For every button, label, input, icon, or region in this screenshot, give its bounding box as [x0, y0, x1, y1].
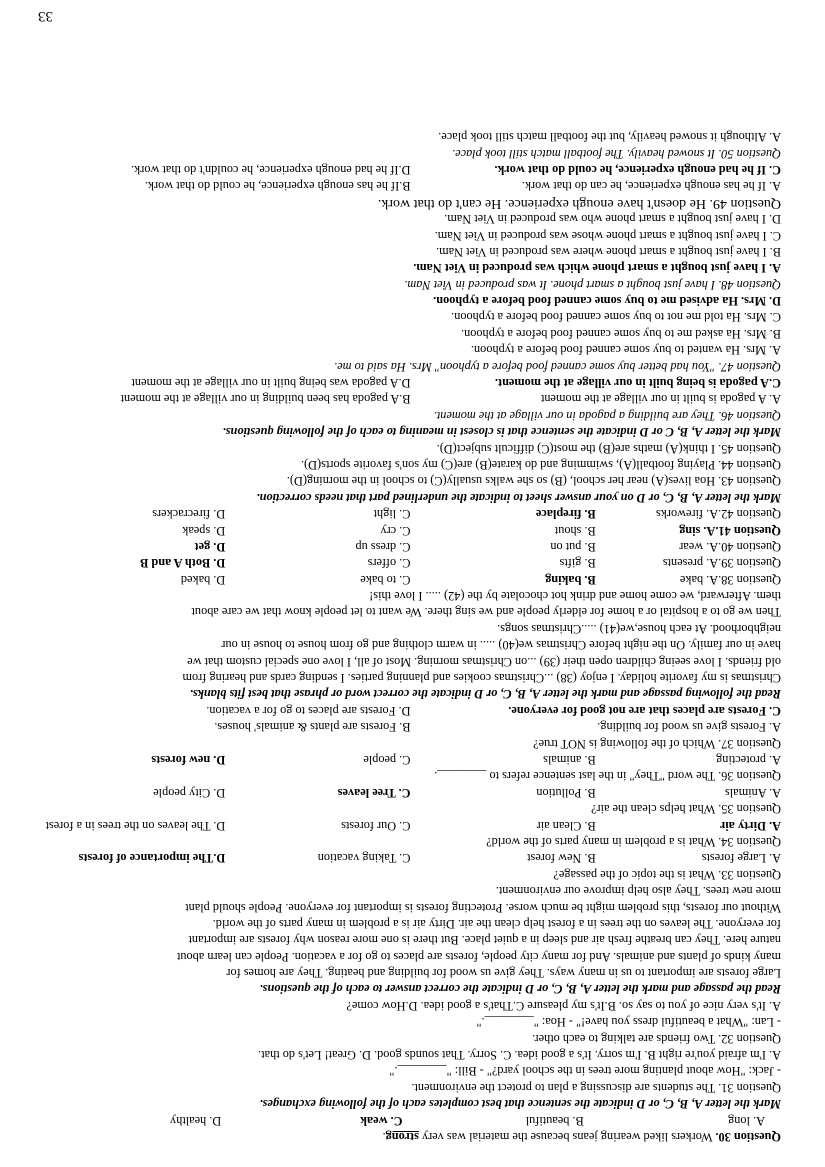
options-49-cd: C. If he had enough experience, he could do that work. D.If he had enough experience, he couldn't do that work. — [131, 162, 781, 177]
option-48c: C. I have just bought a smart phone whose was produced in Viet Nam. — [434, 228, 781, 243]
options-38: Question 38.A. bake B. baking C. to bake D. baked — [180, 572, 781, 587]
question-47: Question 47. "You had better buy some canned food before a typhoon" Mrs. Ha said to me. — [334, 359, 781, 374]
cloze-line: Christmas is my favorite holiday. I enjoy (38) ...Christmas cookies and planning parties. I sending cards and hearing from — [182, 671, 781, 686]
question-32-options: A. It's very nice of you to say so. B.It's my pleasure C.That's a good idea. D.How come? — [346, 998, 781, 1013]
question-31: Question 31. The students are discussing a plan to protect the environment. — [411, 1080, 781, 1095]
option-47c: C. Mrs. Ha told me not to buy some canned food before a typhoon. — [451, 310, 781, 325]
option-48d: D. I have just bought a smart phone who was produced in Viet Nam. — [444, 212, 781, 227]
question-35: Question 35. What helps clean the air? — [591, 802, 781, 817]
question-32-dialogue: - Lan: "What a beautiful dress you have!" - Hoa: "________." — [476, 1015, 781, 1030]
page-number: 33 — [38, 8, 53, 25]
question-30: Question 30. Workers liked wearing jeans because the material was very strong. — [382, 1130, 781, 1144]
options-40: Question 40.A. wear B. put on C. dress up D. get — [194, 539, 781, 554]
options-49-ab: A. If he has enough experience, he can do that work. B.If he has enough experience, he could do that work. — [144, 179, 781, 194]
instruction-cloze: Read the following passage and mark the letter A, B, C, or D indicate the correct word or phrase that best fits blanks. — [189, 687, 781, 702]
question-36: Question 36. The word "They" in the last sentence refers to ________. — [434, 769, 781, 784]
cloze-line: old friends. I love seeing children open their (39) ...on Christmas morning. Most of all, I love one special custom that we — [187, 654, 781, 669]
question-48: Question 48. I have just bought a smart phone. It was produced in Viet Nam. — [404, 277, 781, 292]
instruction-reading: Read the passage and mark the letter A, B, C, or D indicate the correct answer to each of the questions. — [259, 982, 781, 997]
instruction-transformation: Mark the letter A, B, C or D indicate the sentence that is closest in meaning to each of the following questions. — [222, 425, 781, 440]
options-42: Question 42.A. fireworks B. fireplace C. light D. firecrackers — [152, 507, 781, 522]
option-47b: B. Mrs. Ha asked me to buy some canned food before a typhoon. — [461, 326, 781, 341]
question-43: Question 43. Hoa lives(A) near her school, (B) so she walks usually(C) to school in the morning(D). — [286, 474, 781, 489]
option-47d: D. Mrs. Ha advised me to buy some canned food before a typhoon. — [433, 294, 781, 309]
options-46-ab: A. A pagoda is built in our village at the moment B.A pagoda has been building in our village at the moment — [120, 392, 781, 407]
question-33: Question 33. What is the topic of the passage? — [553, 867, 781, 882]
passage-line: nature here. They can breathe fresh air and sleep in a quiet place. But there is one more reason why forests are important — [188, 933, 781, 948]
option-48a: A. I have just bought a smart phone which was produced in Viet Nam. — [413, 261, 781, 276]
options-46-cd: C.A pagoda is being built in our village at the moment. D.A pagoda was being built in our village at the moment — [131, 376, 781, 391]
options-30: A. long B. beautiful C. weak D. healthy — [170, 1113, 765, 1128]
options-33: A. Large forests B. New forest C. Taking vacation D.The importance of forests — [78, 851, 781, 866]
question-34: Question 34. What is a problem in many parts of the world? — [486, 834, 781, 849]
options-34: A. Dirty air B. Clean air C. Our forests D. The leaves on the trees in a forest — [45, 818, 781, 833]
passage-line: for everyone. The leaves on the trees in a forest help clean the air. Dirty air is a problem in many parts of the world. — [212, 916, 781, 931]
passage-line: Without our forests, this problem might be much worse. Protecting forests is important for everyone. People should plant — [185, 900, 781, 915]
option-48b: B. I have just bought a smart phone where was produced in Viet Nam. — [436, 244, 781, 259]
question-44: Question 44. Playing football(A), swimming and do karate(B) are(C) my son's favorite sports(D). — [301, 457, 781, 472]
question-37: Question 37. Which of the following is NOT true? — [533, 736, 781, 751]
exam-content — [40, 129, 781, 1145]
question-31-dialogue: - Jack: "How about planting more trees in the school yard?" - Bill: "________." — [389, 1064, 781, 1079]
question-32: Question 32. Two friends are talking to each other. — [532, 1031, 781, 1046]
cloze-line: them. Afterward, we come home and drink hot chocolate by the (42) ..... I love this! — [369, 589, 781, 604]
cloze-line: have in our family. On the night before Christmas we(40) ..... in warm clothing and go from house to house in our — [221, 638, 781, 653]
options-35: A. Animals B. Pollution C. Tree leaves D. City people — [153, 785, 781, 800]
instruction-correction: Mark the letter A, B, C, or D on your answer sheet to indicate the underlined part that needs correction. — [256, 490, 781, 505]
cloze-line: Then we go to a hospital or a home for elderly people and we sing there. We want to let people know that we care about — [191, 605, 781, 620]
passage-line: many kinds of plants and animals. And for many city people, forests are places to go for a vacation. People can learn about — [176, 949, 781, 964]
passage-line: Large forests are important to us in many ways. They give us wood for building and heating. They are homes for — [226, 966, 781, 981]
options-37-ab: A. Forests give us wood for building. B. Forests are plants & animals' houses. — [214, 720, 781, 735]
question-49: Question 49. He doesn't have enough experience. He can't do that work. — [377, 195, 781, 211]
question-46: Question 46. They are building a pagoda in our village at the moment. — [433, 408, 781, 423]
question-31-options: A. I'm afraid you're right B. I'm sorry. It's a good idea. C. Sorry. That sounds good. D. Great! Let's do that. — [258, 1048, 781, 1063]
cloze-line: neighborhood. At each house,we(41) .....Christmas songs. — [497, 621, 781, 636]
question-50: Question 50. It snowed heavily. The football match still took place. — [452, 146, 781, 161]
instruction-exchanges: Mark the letter A, B, C, or D indicate the sentence that best completes each of the following exchanges. — [259, 1097, 781, 1112]
question-45: Question 45. I think(A) maths are(B) the most(C) difficult subject(D). — [436, 441, 781, 456]
option-50a: A. Although it snowed heavily, but the football match still took place. — [438, 130, 781, 145]
passage-line: more new trees. They also help improve our environment. — [495, 884, 781, 899]
options-36: A. protecting B. animals C. people D. new forests — [151, 753, 781, 768]
options-41: Question 41.A. sing B. shout C. cry D. speak — [182, 523, 781, 538]
option-47a: A. Mrs. Ha wanted to buy some canned food before a typhoon. — [470, 343, 781, 358]
options-39: Question 39.A. presents B. gifts C. offers D. Both A and B — [140, 556, 781, 571]
options-37-cd: C. Forests are places that are not good for everyone. D. Forests are places to go for a vacation. — [206, 703, 781, 718]
